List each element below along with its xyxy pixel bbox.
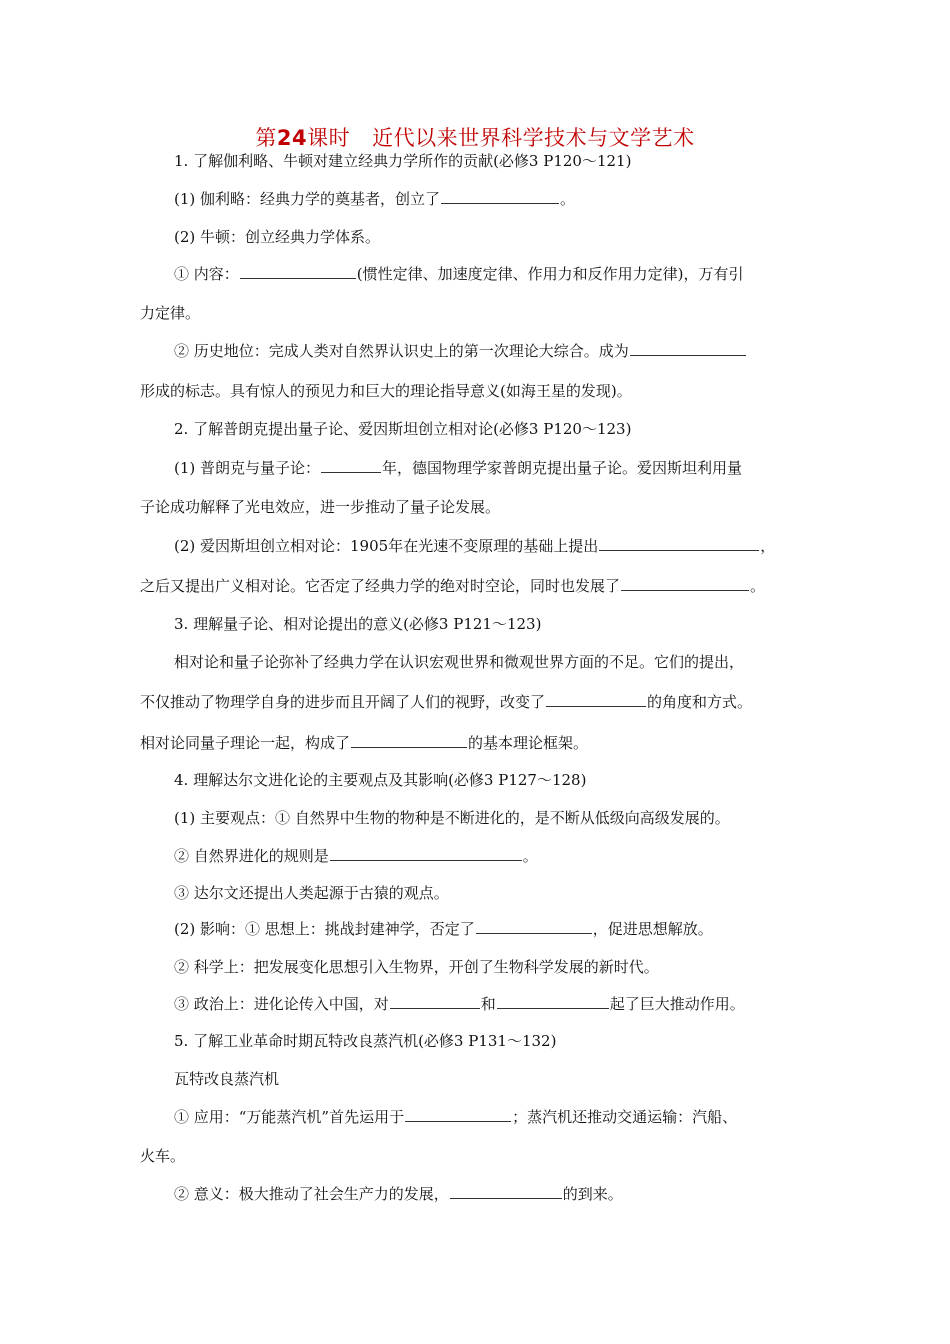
s2-item-2-text: (2) 爱因斯坦创立相对论：1905年在光速不变原理的基础上提出 [174,537,599,555]
s1-content [174,264,744,284]
blank-field[interactable] [621,576,749,591]
blank-field[interactable] [321,458,381,473]
blank-field[interactable] [630,341,746,356]
s3-para-3-text: 相对论同量子理论一起，构成了 [140,734,351,752]
s2-item-2-cont [140,576,765,596]
blank-field[interactable] [351,733,467,748]
s1-item-1-end: 。 [560,190,576,208]
blank-field[interactable] [390,994,480,1009]
lesson-title [0,122,950,152]
blank-field[interactable] [476,919,592,934]
blank-field[interactable] [546,692,646,707]
s4-item-2-end: 。 [522,847,538,865]
s3-para-1: 相对论和量子论弥补了经典力学在认识宏观世界和微观世界方面的不足。它们的提出， [174,653,745,671]
title-prefix: 第 [255,126,277,150]
s3-para-3 [140,733,588,753]
s2-item-1-rest: 年，德国物理学家普朗克提出量子论。爱因斯坦利用量 [382,459,743,477]
s4-item-2-text: ② 自然界进化的规则是 [174,847,329,865]
s2-item-2 [174,536,775,556]
s2-item-1-cont: 子论成功解释了光电效应，进一步推动了量子论发展。 [140,498,501,516]
s4-item-4-end: ，促进思想解放。 [592,920,713,938]
s1-history-cont: 形成的标志。具有惊人的预见力和巨大的理论指导意义(如海王星的发现)。 [140,382,632,400]
title-number: 24 [276,126,308,150]
s4-item-4-text: (2) 影响：① 思想上：挑战封建神学，否定了 [174,920,475,938]
s1-content-cont: 力定律。 [140,304,201,322]
s3-para-2-end: 的角度和方式。 [647,693,753,711]
s2-item-1 [174,458,742,478]
s4-item-2 [174,846,538,866]
s1-item-2: (2) 牛顿：创立经典力学体系。 [174,228,381,246]
s2-item-2-cont-text: 之后又提出广义相对论。它否定了经典力学的绝对时空论，同时也发展了 [140,577,621,595]
section-3-heading: 3. 理解量子论、相对论提出的意义(必修3 P121～123) [174,615,542,633]
blank-field[interactable] [450,1184,562,1199]
s5-subtitle: 瓦特改良蒸汽机 [174,1070,280,1088]
s2-item-1-text: (1) 普朗克与量子论： [174,459,321,477]
s5-item-1-cont: 火车。 [140,1147,186,1165]
s4-item-1: (1) 主要观点：① 自然界中生物的物种是不断进化的，是不断从低级向高级发展的。 [174,809,730,827]
blank-field[interactable] [405,1107,511,1122]
blank-field[interactable] [599,536,759,551]
s1-history [174,341,747,361]
section-4-heading: 4. 理解达尔文进化论的主要观点及其影响(必修3 P127～128) [174,771,587,789]
section-1-heading: 1. 了解伽利略、牛顿对建立经典力学所作的贡献(必修3 P120～121) [174,152,632,170]
s4-item-6 [174,994,745,1014]
s5-item-2 [174,1184,623,1204]
s3-para-3-end: 的基本理论框架。 [468,734,589,752]
s3-para-2 [140,692,752,712]
s1-item-1-text: (1) 伽利略：经典力学的奠基者，创立了 [174,190,441,208]
s2-item-2-comma: ， [760,537,776,555]
blank-field[interactable] [497,994,609,1009]
section-5-heading: 5. 了解工业革命时期瓦特改良蒸汽机(必修3 P131～132) [174,1032,557,1050]
s5-item-1-text: ① 应用：“万能蒸汽机”首先运用于 [174,1108,405,1126]
s5-item-2-end: 的到来。 [562,1185,623,1203]
title-lesson: 课时 [307,126,351,150]
blank-field[interactable] [240,264,356,279]
section-2-heading: 2. 了解普朗克提出量子论、爱因斯坦创立相对论(必修3 P120～123) [174,420,632,438]
s4-item-5: ② 科学上：把发展变化思想引入生物界，开创了生物科学发展的新时代。 [174,958,659,976]
s4-item-6-end: 起了巨大推动作用。 [609,995,745,1013]
blank-field[interactable] [441,189,559,204]
s4-item-3: ③ 达尔文还提出人类起源于古猿的观点。 [174,884,449,902]
s4-item-6-and: 和 [480,995,496,1013]
s1-item-1 [174,189,575,209]
s2-item-2-end: 。 [750,577,766,595]
s5-item-1 [174,1107,737,1127]
s1-content-label: ① 内容： [174,265,239,283]
s4-item-6-text: ③ 政治上：进化论传入中国，对 [174,995,389,1013]
title-topic: 近代以来世界科学技术与文学艺术 [372,126,695,150]
s4-item-4 [174,919,713,939]
blank-field[interactable] [330,846,522,861]
s5-item-2-text: ② 意义：极大推动了社会生产力的发展， [174,1185,449,1203]
s1-content-text: (惯性定律、加速度定律、作用力和反作用力定律)，万有引 [356,265,744,283]
s1-history-text: ② 历史地位：完成人类对自然界认识史上的第一次理论大综合。成为 [174,342,629,360]
s5-item-1-rest: ；蒸汽机还推动交通运输：汽船、 [512,1108,738,1126]
s3-para-2-text: 不仅推动了物理学自身的进步而且开阔了人们的视野，改变了 [140,693,546,711]
